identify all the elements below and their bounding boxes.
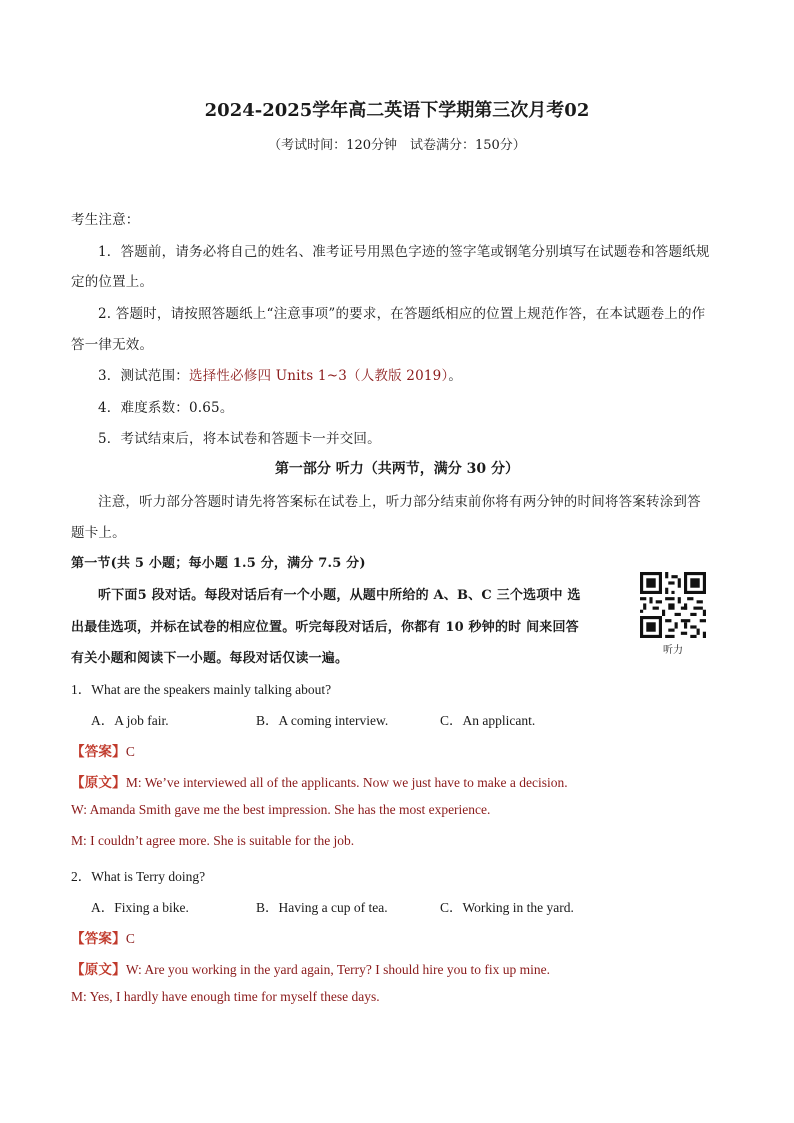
notice-item-3 <box>98 364 462 384</box>
question-1-script-line-3: M: I couldn’t agree more. She is suitable for the job. <box>71 833 355 848</box>
question-1-script-line-1 <box>71 771 568 791</box>
section1-title: 第一节(共 5 小题；每小题 1.5 分，满分 7.5 分) <box>71 556 366 571</box>
notice-item-1: 1．答题前，请务必将自己的姓名、准考证号用黑色字迹的签字笔或钢笔分别填写在试题卷和答题纸规 <box>98 244 710 260</box>
instructions-cont-2: 有关小题和阅读下一小题。每段对话仅读一遍。 <box>71 651 349 666</box>
question-2-option-a: A．Fixing a bike. <box>91 900 189 915</box>
notice-item-1-cont: 定的位置上。 <box>71 274 154 290</box>
script-tag: 【原文】 <box>71 775 126 790</box>
question-1-script-line-2: W: Amanda Smith gave me the best impression. She has the most experience. <box>71 802 491 817</box>
notice-item-2: 2. 答题时，请按照答题纸上“注意事项”的要求，在答题纸相应的位置上规范作答，在本试题卷上的作 <box>98 306 706 322</box>
qr-label: 听力 <box>663 645 683 656</box>
page-title: 2024-2025学年高二英语下学期第三次月考02 <box>204 100 590 121</box>
qr-code-icon[interactable] <box>640 572 706 638</box>
listening-note: 注意，听力部分答题时请先将答案标在试卷上，听力部分结束前你将有两分钟的时间将答案转涂到答 <box>98 494 701 510</box>
question-1-stem: 1．What are the speakers mainly talking about? <box>71 682 332 697</box>
scope-suffix: 。 <box>448 368 463 384</box>
question-2-script-line-1 <box>71 958 550 978</box>
question-1-option-a: A．A job fair. <box>91 713 169 728</box>
listening-note-cont: 题卡上。 <box>71 525 126 541</box>
question-2-stem: 2．What is Terry doing? <box>71 869 206 884</box>
answer-value: C <box>125 744 136 759</box>
question-2-option-b: B．Having a cup of tea. <box>256 900 388 915</box>
question-1-option-b: B．A coming interview. <box>256 713 389 728</box>
answer-tag: 【答案】 <box>71 744 126 760</box>
script-tag: 【原文】 <box>71 962 126 977</box>
scope-text: 选择性必修四 Units 1~3（人教版 2019） <box>189 368 449 384</box>
notice-item-2-cont: 答一律无效。 <box>71 337 154 353</box>
answer-tag: 【答案】 <box>71 931 126 947</box>
script-text: M: We’ve interviewed all of the applicants. Now we just have to make a decision. <box>125 775 568 790</box>
script-text: W: Are you working in the yard again, Terry? I should hire you to fix up mine. <box>125 962 551 977</box>
question-1-option-c: C．An applicant. <box>440 713 536 728</box>
exam-info: （考试时间：120分钟 试卷满分：150分） <box>268 138 526 153</box>
part1-title: 第一部分 听力（共两节，满分 30 分） <box>274 461 520 477</box>
question-2-option-c: C．Working in the yard. <box>440 900 574 915</box>
instructions-cont: 出最佳选项，并标在试卷的相应位置。听完每段对话后，你都有 10 秒钟的时 间来回答 <box>71 620 579 635</box>
notice-item-5: 5．考试结束后，将本试卷和答题卡一并交回。 <box>98 431 381 447</box>
question-2-script-line-2: M: Yes, I hardly have enough time for myself these days. <box>71 989 380 1004</box>
instructions: 听下面5 段对话。每段对话后有一个小题，从题中所给的 A、B、C 三个选项中 选 <box>98 588 581 603</box>
question-2-answer <box>71 927 135 947</box>
question-1-answer <box>71 740 135 760</box>
scope-prefix: 3．测试范围： <box>98 368 189 384</box>
notice-heading: 考生注意： <box>71 212 140 228</box>
notice-item-4: 4．难度系数：0.65。 <box>98 400 234 416</box>
answer-value: C <box>125 931 136 946</box>
